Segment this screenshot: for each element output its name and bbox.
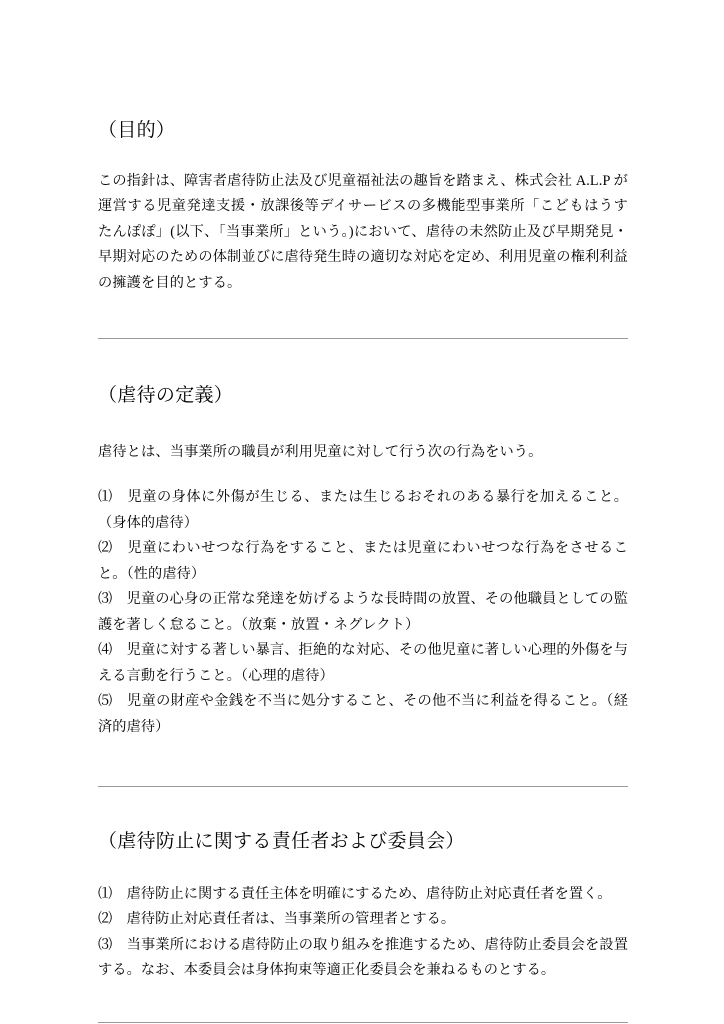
list-item: ⑵ 児童にわいせつな行為をすること、または児童にわいせつな行為をさせること。（性的虐待）: [98, 540, 628, 582]
section-definition-lead: 虐待とは、当事業所の職員が利用児童に対して行う次の行為をいう。: [98, 443, 543, 460]
spacer-before-definition: [98, 339, 628, 383]
spacer-before-responsible: [98, 787, 628, 829]
section-purpose-heading: （目的）: [98, 120, 176, 141]
section-purpose-body: この指針は、障害者虐待防止法及び児童福祉法の趣旨を踏まえ、株式会社 A.L.P が運営する児童発達支援・放課後等デイサービスの多機能型事業所「こどもはうす たんぽぽ」(以下、「当事業所」という。)において、虐待の未然防止及び早期発見・早期対応のための体制並びに虐待発生時の適切な対応を定め、利用児童の権利利益の擁護を目的とする。: [98, 172, 643, 291]
spacer-after-definition: [98, 740, 628, 786]
list-item: ⑴ 児童の身体に外傷が生じる、または生じるおそれのある暴行を加えること。（身体的虐待）: [98, 489, 628, 531]
spacer-after-responsible: [98, 984, 628, 1022]
list-item: ⑸ 児童の財産や金銭を不当に処分すること、その他不当に利益を得ること。（経済的虐待）: [98, 693, 628, 735]
list-item: ⑶ 当事業所における虐待防止の取り組みを推進するため、虐待防止委員会を設置する。なお、本委員会は身体拘束等適正化委員会を兼ねるものとする。: [98, 936, 628, 979]
section-responsible: [98, 829, 628, 984]
section-definition-heading: （虐待の定義）: [98, 385, 234, 407]
list-item: ⑵ 虐待防止対応責任者は、当事業所の管理者とする。: [98, 911, 456, 928]
list-item: ⑴ 虐待防止に関する責任主体を明確にするため、虐待防止対応責任者を置く。: [98, 885, 612, 902]
divider-after-responsible: [98, 1022, 628, 1023]
section-purpose: [98, 118, 643, 296]
definition-list: [98, 485, 628, 740]
section-definition: [98, 383, 628, 740]
section-responsible-heading: （虐待防止に関する責任者および委員会）: [98, 831, 465, 853]
list-item: ⑶ 児童の心身の正常な発達を妨げるような長時間の放置、その他職員としての監護を著しく怠ること。（放棄・放置・ネグレクト）: [98, 591, 628, 633]
list-item: ⑷ 児童に対する著しい暴言、拒絶的な対応、その他児童に著しい心理的外傷を与える言動を行うこと。（心理的虐待）: [98, 642, 628, 684]
responsible-list: [98, 882, 628, 984]
spacer-after-purpose: [98, 296, 628, 338]
